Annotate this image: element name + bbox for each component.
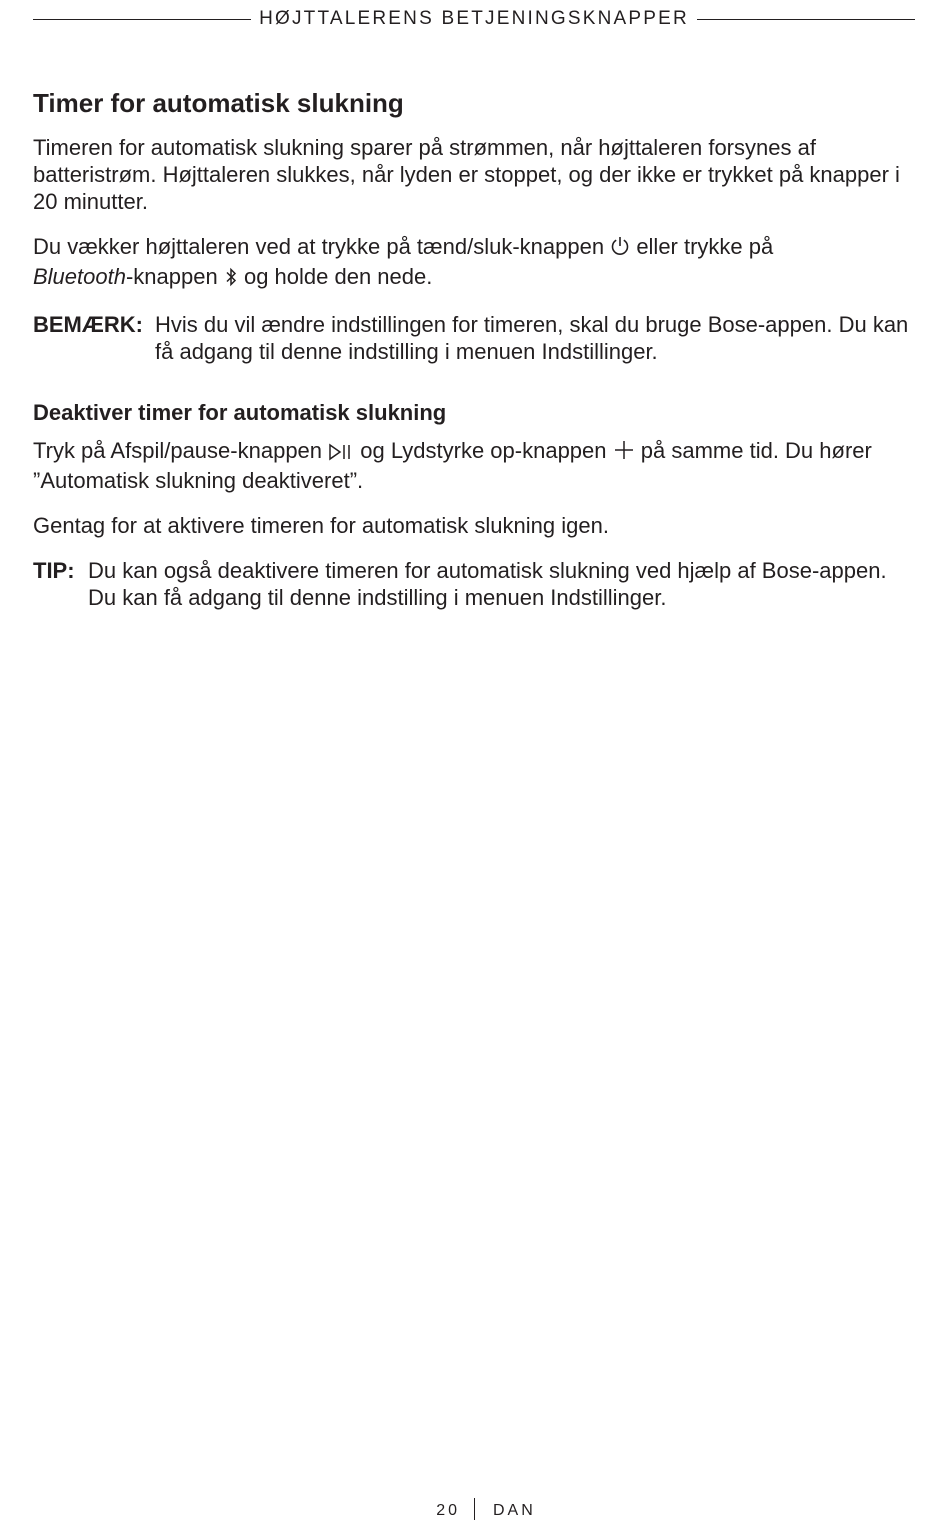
page-number: 20 bbox=[436, 1502, 460, 1519]
page-footer bbox=[0, 1498, 950, 1524]
note-text: Hvis du vil ændre indstillingen for timeren, skal du bruge Bose-appen. Du kan få adgang til denne indstilling i menuen Indstillinger. bbox=[155, 312, 909, 364]
bluetooth-word: Bluetooth bbox=[33, 264, 126, 289]
note-label: BEMÆRK: bbox=[33, 312, 143, 337]
wake-text-2: eller trykke på bbox=[636, 234, 774, 259]
power-icon bbox=[610, 235, 630, 263]
disable-text-2: og Lydstyrke op-knappen bbox=[360, 438, 607, 463]
footer-divider bbox=[474, 1498, 475, 1520]
page-header bbox=[33, 6, 915, 32]
header-title: HØJTTALERENS BETJENINGSKNAPPER bbox=[259, 8, 689, 29]
paragraph-auto-off-intro: Timeren for automatisk slukning sparer på strømmen, når højttaleren forsynes af batteristrøm. Højttaleren slukkes, når lyden er stoppet, og der ikke er trykket på knapper i 20 minutter. bbox=[33, 135, 900, 214]
paragraph-reactivate: Gentag for at aktivere timeren for automatisk slukning igen. bbox=[33, 513, 609, 538]
paragraph-disable-timer bbox=[33, 437, 918, 494]
section-heading-auto-off: Timer for automatisk slukning bbox=[33, 88, 404, 118]
disable-text-3: på samme tid. Du hører ”Automatisk slukning deaktiveret”. bbox=[33, 438, 872, 493]
tip-text: Du kan også deaktivere timeren for automatisk slukning ved hjælp af Bose-appen. Du kan få adgang til denne indstilling i menuen Indstillinger. bbox=[88, 558, 887, 610]
tip-label: TIP: bbox=[33, 558, 75, 583]
wake-text-4: og holde den nede. bbox=[243, 264, 433, 289]
note-tip bbox=[33, 557, 918, 611]
note-bemaerk bbox=[33, 311, 918, 365]
section-heading-disable-timer: Deaktiver timer for automatisk slukning bbox=[33, 400, 447, 425]
wake-text-3: -knappen bbox=[125, 264, 218, 289]
paragraph-wake-speaker bbox=[33, 233, 918, 293]
bluetooth-icon bbox=[224, 266, 238, 293]
header-rule-right bbox=[697, 19, 915, 20]
main-content bbox=[33, 86, 918, 643]
footer-language: DAN bbox=[493, 1502, 536, 1519]
volume-up-icon bbox=[613, 439, 635, 467]
play-pause-icon bbox=[328, 440, 354, 467]
wake-text-1: Du vækker højttaleren ved at trykke på tænd/sluk-knappen bbox=[33, 234, 605, 259]
disable-text-1: Tryk på Afspil/pause-knappen bbox=[33, 438, 323, 463]
header-rule-left bbox=[33, 19, 251, 20]
